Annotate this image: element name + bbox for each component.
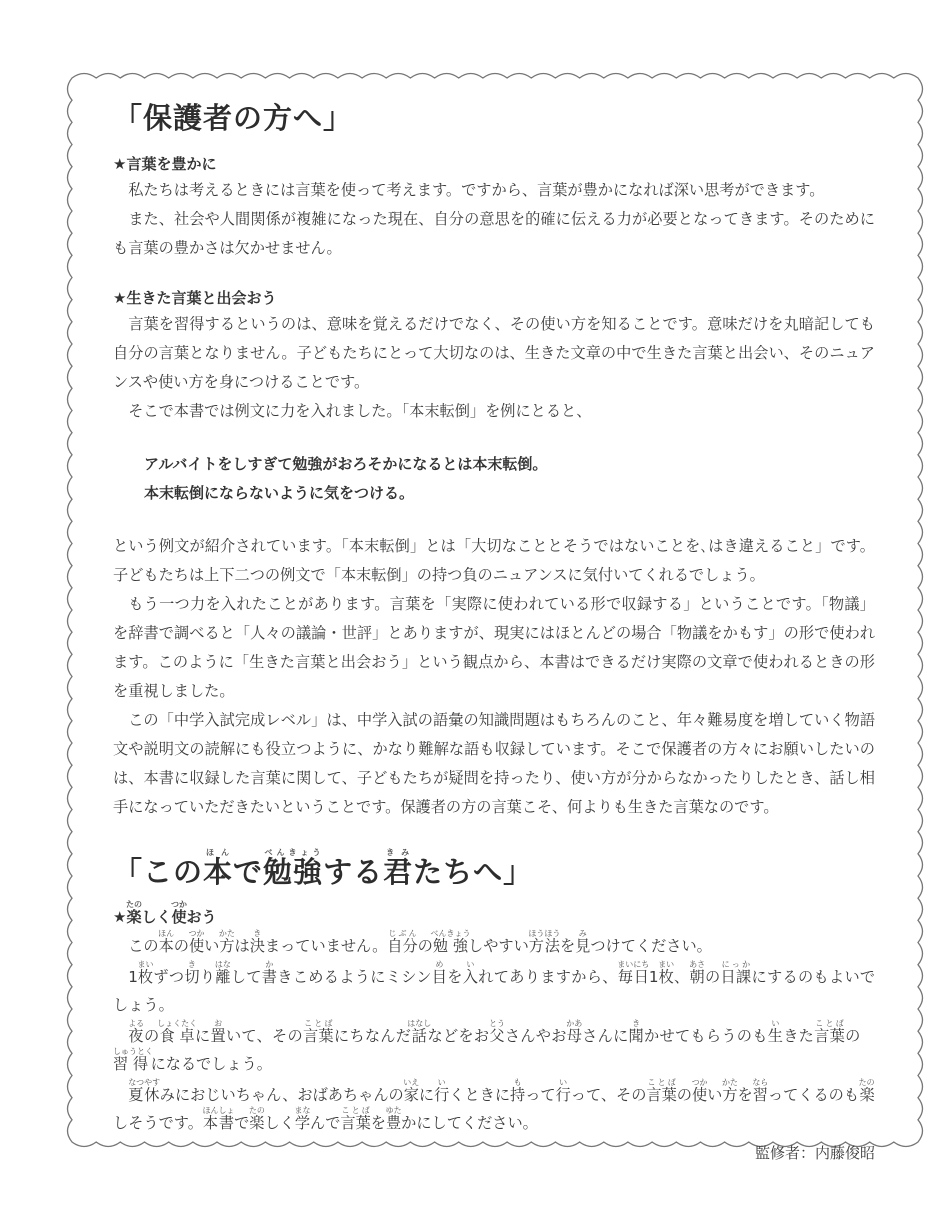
furigana: ほん [203, 848, 234, 857]
paragraph-ruby-word: 言葉ことば [646, 1078, 677, 1104]
furigana: ことば [646, 1078, 677, 1087]
paragraph-5: という例文が紹介されています。「本末転倒」とは「大切なこととそうではないことを､はき違えること」です。子どもたちは上下二つの例文で「本末転倒」の持つ負のニュアンスに気付いてくれるでしょう。 [113, 537, 875, 584]
students-paragraph-1: この本ほんの使つかい方かたは決きまっていません。自分じぶんの勉強べんきょうしやすい方法ほうほうを見みつけてください。 [128, 929, 712, 955]
paragraph-ruby-word: 豊ゆた [385, 1106, 402, 1132]
paragraph-ruby-word: 日課にっか [720, 960, 752, 986]
paragraph-ruby-word: 方法ほうほう [528, 929, 561, 955]
furigana: たの [248, 1106, 265, 1115]
furigana: なつやす [128, 1078, 161, 1087]
paragraph-2: また、社会や人間関係が複雑になった現在、自分の意思を的確に伝える力が必要となってきます。そのためにも言葉の豊かさは欠かせません。 [113, 210, 875, 257]
paragraph-ruby-word: 見み [575, 929, 591, 955]
furigana: かあ [566, 1019, 583, 1028]
students-paragraph-2: 1枚まいずつ切きり離はなして書かきこめるようにミシン目めを入いれてありますから、毎日まいにち1枚まい、朝あさの日課にっかにするのもよいでしょう。 [113, 960, 876, 1014]
furigana: も [510, 1078, 526, 1087]
paragraph-ruby-word: 父とう [488, 1019, 505, 1045]
paragraph-ruby-word: 方かた [218, 929, 235, 955]
furigana: い [767, 1019, 783, 1028]
furigana: き [249, 929, 265, 938]
furigana: べんきょう [263, 848, 324, 857]
furigana: ことば [814, 1019, 845, 1028]
students-paragraph-3: 夜よるの食卓しょくたくに置おいて、その言葉ことばにちなんだ話はなしなどをお父とうさんやお母かあさんに聞きかせてもらうのも生いきた言葉ことばの習得しゅうとくになるでしょう。 [113, 1019, 861, 1073]
furigana: まな [294, 1106, 311, 1115]
paragraph-ruby-word: 楽たの [248, 1106, 265, 1132]
paragraph-ruby-word: 行い [434, 1078, 450, 1104]
paragraph-ruby-word: 習得しゅうとく [113, 1047, 153, 1073]
furigana: たの [858, 1078, 875, 1087]
example-sentence-2: 本末転倒にならないように気をつける。 [144, 484, 415, 502]
furigana: め [431, 960, 447, 969]
paragraph-7: この「中学入試完成レベル」は、中学入試の語彙の知識問題はもちろんのこと、年々難易度を増していく物語文や説明文の読解にも役立つように、かなり難解な語も収録しています。そこで保護者の方々にお願いしたいのは、本書に収録した言葉に関して、子どもたちが疑問を持ったり、使い方が分からなかったりしたとき、話し相手になっていただきたいということです。保護者の方の言葉こそ、何よりも生きた言葉なのです。 [113, 711, 875, 816]
furigana: はなし [407, 1019, 432, 1028]
furigana: ほん [158, 929, 175, 938]
furigana: つか [188, 929, 205, 938]
paragraph-ruby-word: 食卓しょくたく [157, 1019, 198, 1045]
paragraph-ruby-word: 毎日まいにち [617, 960, 650, 986]
furigana: き [184, 960, 200, 969]
paragraph-ruby-word: 目め [431, 960, 448, 986]
paragraph-ruby-word: 聞き [628, 1019, 645, 1045]
furigana: き [628, 1019, 644, 1028]
furigana: しょくたく [157, 1019, 198, 1028]
subheading-living-words: ★生きた言葉と出会おう [113, 289, 277, 307]
paragraph-ruby-word: 家いえ [403, 1078, 420, 1104]
heading-ruby-word: 君きみ [383, 848, 414, 889]
furigana: とう [488, 1019, 505, 1028]
paragraph-ruby-word: 書か [261, 960, 278, 986]
furigana: い [462, 960, 478, 969]
parents-heading: 「保護者の方へ」 [113, 101, 354, 135]
furigana: なら [752, 1078, 769, 1087]
furigana: たの [125, 900, 142, 909]
paragraph-ruby-word: 持も [510, 1078, 526, 1104]
furigana: かた [721, 1078, 738, 1087]
supervisor-signature: 監修者：内藤俊昭 [754, 1144, 875, 1162]
example-sentence-1: アルバイトをしすぎて勉強がおろそかになるとは本末転倒。 [144, 455, 548, 473]
furigana: つか [171, 900, 187, 909]
furigana: よる [128, 1019, 145, 1028]
paragraph-ruby-word: 本書ほんしょ [202, 1106, 235, 1132]
paragraph-ruby-word: 楽たの [858, 1078, 875, 1104]
paragraph-ruby-word: 離はな [214, 960, 231, 986]
heading-ruby-word: 本ほん [203, 848, 234, 889]
paragraph-ruby-word: 切き [184, 960, 200, 986]
furigana: あさ [689, 960, 706, 969]
paragraph-ruby-word: 自分じぶん [387, 929, 418, 955]
furigana: まいにち [617, 960, 650, 969]
paragraph-ruby-word: 言葉ことば [814, 1019, 846, 1045]
furigana: か [261, 960, 277, 969]
furigana: まい [658, 960, 675, 969]
paragraph-ruby-word: 母かあ [566, 1019, 583, 1045]
paragraph-ruby-word: 入い [462, 960, 479, 986]
furigana: はな [214, 960, 231, 969]
paragraph-4: そこで本書では例文に力を入れました。「本末転倒」を例にとると、 [128, 402, 592, 420]
furigana: にっか [720, 960, 752, 969]
furigana: かた [218, 929, 235, 938]
paragraph-ruby-word: 勉強べんきょう [430, 929, 471, 955]
subheading-ruby-word: 楽たの [125, 900, 142, 926]
paragraph-ruby-word: 言葉ことば [302, 1019, 334, 1045]
paragraph-ruby-word: 枚まい [137, 960, 154, 986]
furigana: お [210, 1019, 226, 1028]
subheading-enjoy-using: ★楽たのしく使つかおう [113, 900, 217, 926]
students-heading: 「この本ほんで勉強べんきょうする君きみたちへ」 [113, 848, 534, 889]
paragraph-ruby-word: 置お [210, 1019, 226, 1045]
students-paragraphs [113, 929, 875, 1137]
furigana: しゅうとく [113, 1047, 153, 1056]
paragraph-ruby-word: 生い [767, 1019, 784, 1045]
paragraph-ruby-word: 学まな [294, 1106, 311, 1132]
paragraph-ruby-word: 使つか [188, 929, 205, 955]
paragraph-ruby-word: 夏休なつやす [128, 1078, 161, 1104]
paragraph-ruby-word: 行い [555, 1078, 571, 1104]
furigana: ほうほう [528, 929, 561, 938]
paragraph-ruby-word: 決き [249, 929, 265, 955]
furigana: まい [137, 960, 154, 969]
paragraph-ruby-word: 本ほん [158, 929, 175, 955]
heading-ruby-word: 勉強べんきょう [263, 848, 324, 889]
furigana: きみ [383, 848, 414, 857]
furigana: ゆた [385, 1106, 402, 1115]
paragraph-ruby-word: 習なら [752, 1078, 769, 1104]
students-paragraph-4: 夏休なつやすみにおじいちゃん、おばあちゃんの家いえに行いくときに持もって行いって、その言葉ことばの使つかい方かたを習ならってくるのも楽たのしそうです。本書ほんしょで楽たのしく学まなんで言葉ことばを豊ゆたかにしてください。 [113, 1078, 875, 1132]
parents-section [113, 96, 875, 822]
furigana: ほんしょ [202, 1106, 235, 1115]
furigana: じぶん [387, 929, 418, 938]
furigana: ことば [340, 1106, 371, 1115]
subheading-enrich-words: ★言葉を豊かに [113, 155, 217, 173]
paragraph-ruby-word: 夜よる [128, 1019, 145, 1045]
students-section [113, 848, 875, 1167]
furigana: べんきょう [430, 929, 471, 938]
paragraph-3: 言葉を習得するというのは、意味を覚えるだけでなく、その使い方を知ることです。意味だけを丸暗記しても自分の言葉となりません。子どもたちにとって大切なのは、生きた文章の中で生きた言葉と出会い、そのニュアンスや使い方を身につけることです。 [113, 315, 875, 391]
paragraph-ruby-word: 朝あさ [689, 960, 706, 986]
paragraph-6: もう一つ力を入れたことがあります。言葉を「実際に使われている形で収録する」ということです。「物議」を辞書で調べると「人々の議論・世評」とありますが、現実にはほとんどの場合「物議をかもす」の形で使われます。このように「生きた言葉と出会おう」という観点から、本書はできるだけ実際の文章で使われるときの形を重視しました。 [113, 595, 875, 700]
furigana: い [555, 1078, 571, 1087]
furigana: いえ [403, 1078, 420, 1087]
subheading-ruby-word: 使つか [171, 900, 187, 926]
paragraph-ruby-word: 使つか [691, 1078, 708, 1104]
furigana: み [575, 929, 591, 938]
furigana: い [434, 1078, 450, 1087]
paragraph-ruby-word: 言葉ことば [340, 1106, 371, 1132]
paragraph-1: 私たちは考えるときには言葉を使って考えます。ですから、言葉が豊かになれば深い思考ができます。 [128, 181, 825, 199]
page-content [113, 96, 875, 1167]
furigana: つか [691, 1078, 708, 1087]
furigana: ことば [302, 1019, 334, 1028]
paragraph-ruby-word: 方かた [721, 1078, 738, 1104]
paragraph-ruby-word: 枚まい [658, 960, 675, 986]
paragraph-ruby-word: 話はなし [407, 1019, 432, 1045]
